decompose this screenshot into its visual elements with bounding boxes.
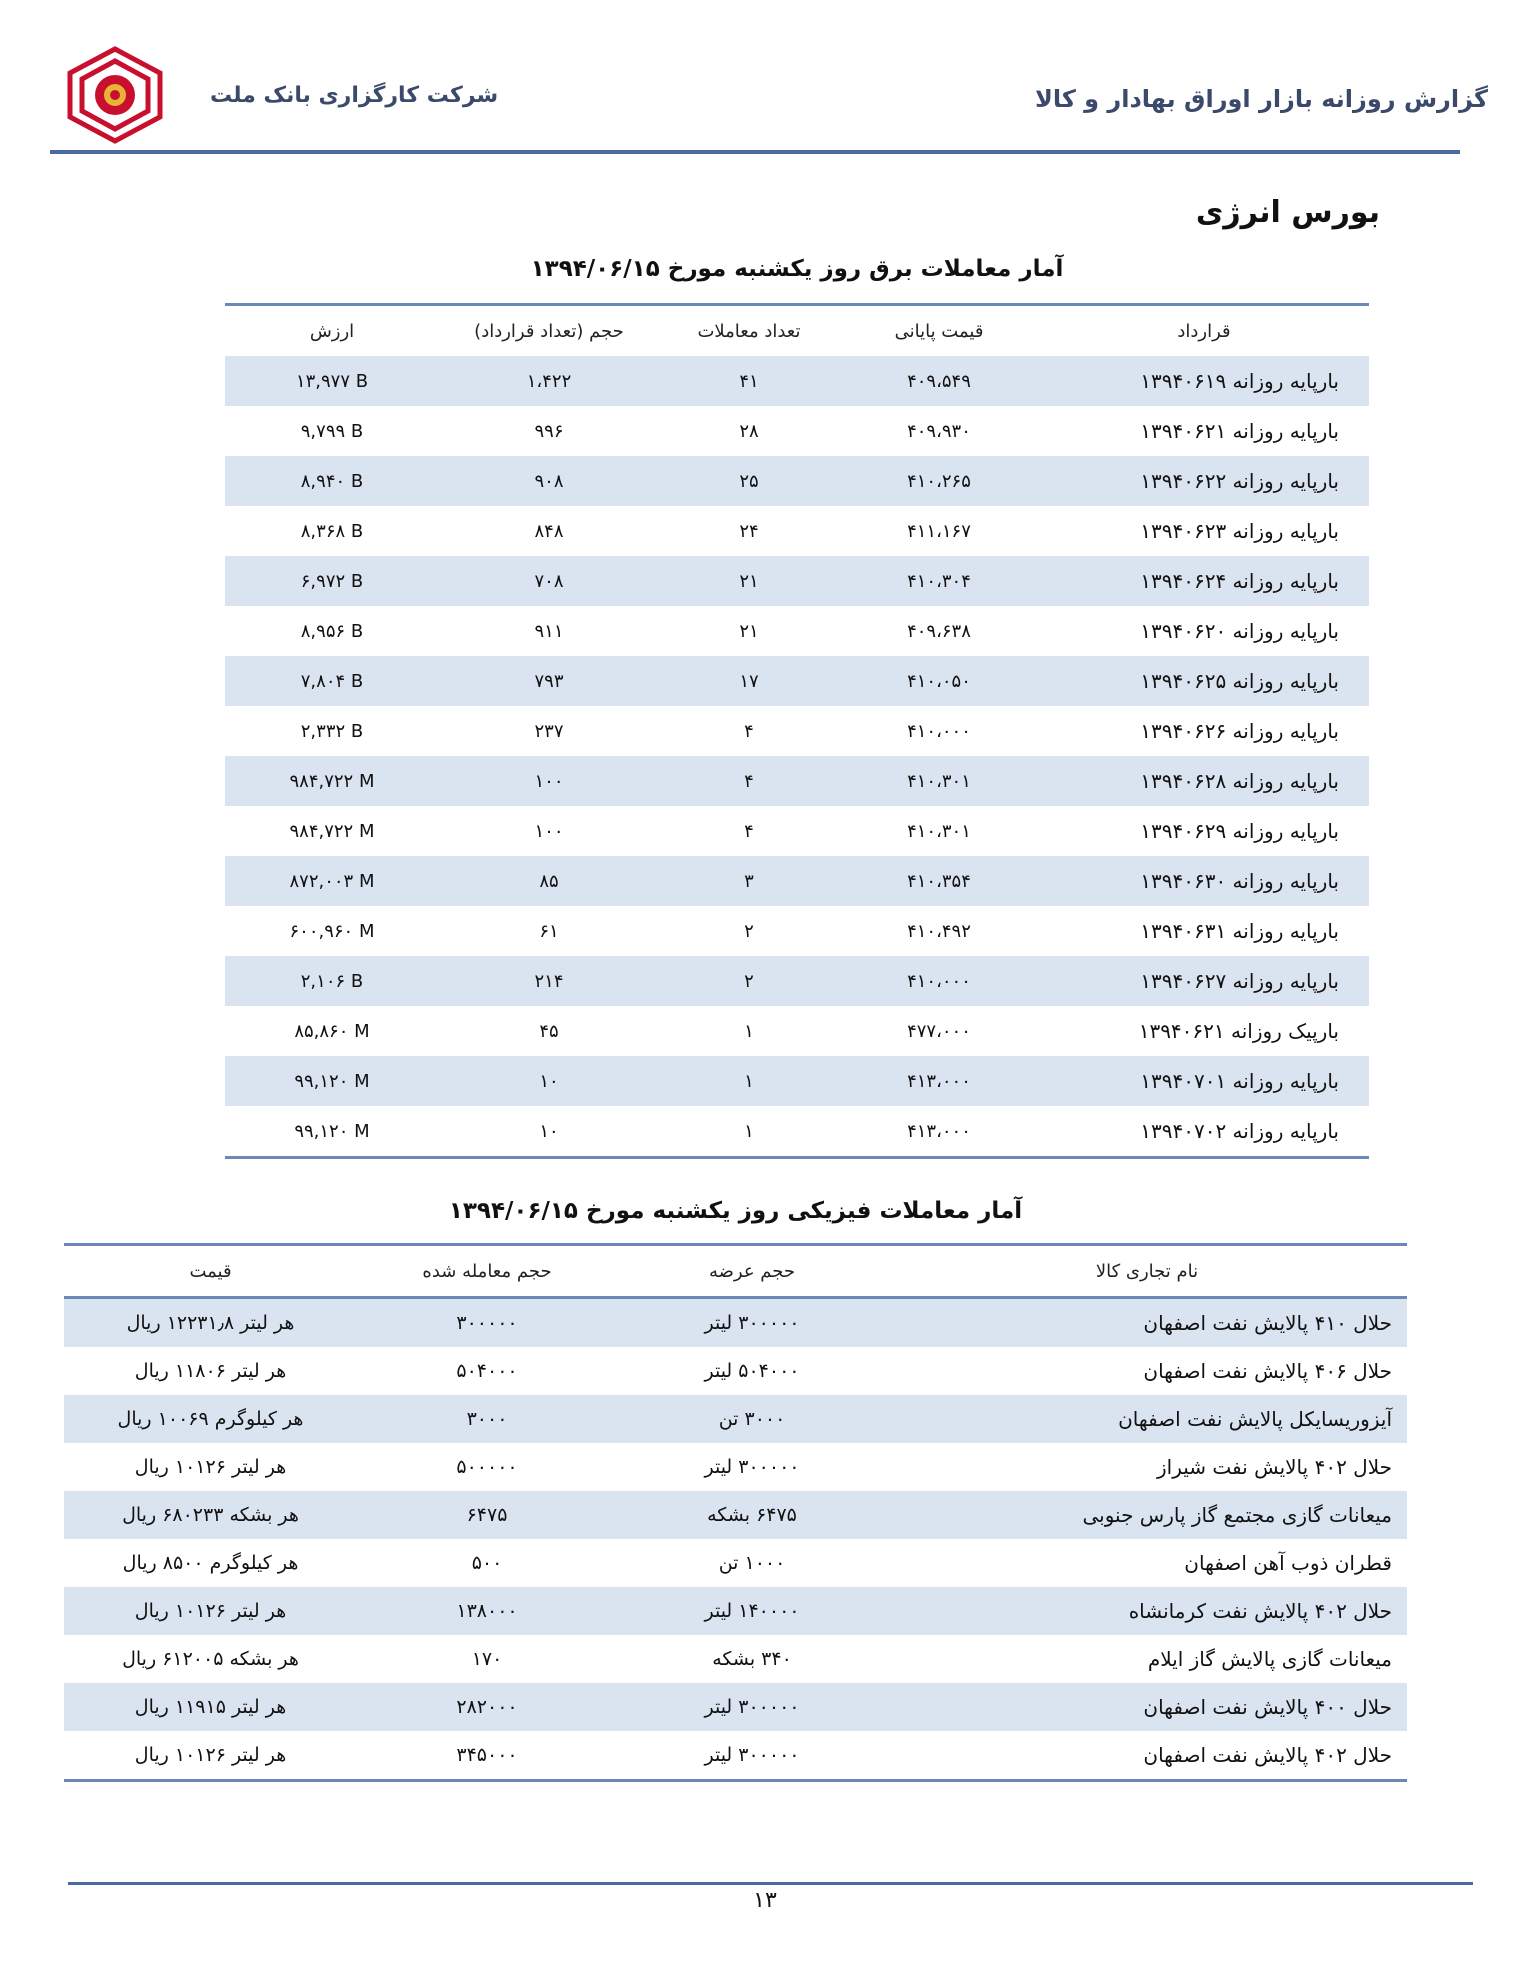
table-cell: ۴۱ [659,356,839,406]
table-cell: ۹,۷۹۹ B [300,420,364,442]
table-cell: ۶۴۷۵ [357,1491,617,1539]
table-cell: ۱۰ [439,1056,659,1106]
table-row [225,656,1369,706]
table-cell: ۷۹۳ [439,656,659,706]
table-cell: ۳۰۰۰۰۰ لیتر [617,1731,887,1781]
table-row [225,356,1369,406]
table-cell: ۶۴۷۵ بشکه [617,1491,887,1539]
table-cell: ۲,۳۳۲ B [300,720,364,742]
table-cell: ۵۰۴۰۰۰ [456,1360,518,1382]
table-cell: ۲۱ [739,620,759,642]
table-cell: بارپایه روزانه ۱۳۹۴۰۶۲۸ [1039,756,1369,806]
table-cell: هر لیتر ۱۱۸۰۶ ریال [134,1360,287,1382]
table-row [225,856,1369,906]
column-header: قرارداد [1039,305,1369,357]
table-row [225,556,1369,606]
table-cell: ۴۱۰،۳۵۴ [839,856,1039,906]
column-header: تعداد معاملات [659,305,839,357]
table-cell: ۴۰۹،۹۳۰ [907,420,971,442]
table-cell: هر بشکه ۶۱۲۰۰۵ ریال [122,1648,299,1670]
table-cell: ۱۴۰۰۰۰ لیتر [617,1587,887,1635]
table-cell: ۲۸ [739,420,759,442]
table-cell: بارپایه روزانه ۱۳۹۴۰۶۲۰ [1140,619,1339,643]
table-row [64,1587,1407,1635]
table-cell: بارپایه روزانه ۱۳۹۴۰۶۱۹ [1039,356,1369,406]
physical-table [64,1243,1407,1782]
column-header: حجم (تعداد قرارداد) [439,305,659,357]
table-header-row [64,1245,1407,1298]
table-cell: ۲۸۲۰۰۰ [357,1683,617,1731]
company-name: شرکت کارگزاری بانک ملت [210,83,499,108]
table-cell: ۳ [659,856,839,906]
table-cell: هر کیلوگرم ۱۰۰۶۹ ریال [64,1395,357,1443]
column-header: ارزش [225,305,439,357]
table-cell: ۲۳۷ [534,720,564,742]
table-cell: ۱ [659,1056,839,1106]
table-cell: ۴۱۳،۰۰۰ [839,1056,1039,1106]
table-cell: هر لیتر ۱۰۱۲۶ ریال [134,1456,287,1478]
table-row [64,1635,1407,1683]
table-cell: میعانات گازی مجتمع گاز پارس جنوبی [887,1491,1407,1539]
table-cell: ۱۳۸۰۰۰ [357,1587,617,1635]
table-cell: حلال ۴۱۰ پالایش نفت اصفهان [887,1298,1407,1348]
electricity-table-title: آمار معاملات برق روز یکشنبه مورخ ۱۳۹۴/۰۶/۱۵ [530,256,1064,282]
table-cell: ۸,۹۵۶ B [300,620,364,642]
table-row [64,1491,1407,1539]
table-cell: بارپایه روزانه ۱۳۹۴۰۷۰۱ [1039,1056,1369,1106]
table-row [225,456,1369,506]
table-cell: ۳۰۰۰ [357,1395,617,1443]
table-cell: بارپایه روزانه ۱۳۹۴۰۷۰۲ [1039,1106,1369,1158]
table-cell: ۹۹,۱۲۰ M [225,1106,439,1158]
physical-table-title: آمار معاملات فیزیکی روز یکشنبه مورخ ۱۳۹۴/۰۶/۱۵ [448,1198,1023,1224]
table-row [225,956,1369,1006]
table-cell: ۷۰۸ [439,556,659,606]
table-cell: بارپایه روزانه ۱۳۹۴۰۶۲۹ [1140,819,1339,843]
table-cell: ۴۱۰،۲۶۵ [839,456,1039,506]
table-cell: ۸۵,۸۶۰ M [294,1020,370,1042]
table-header-row [225,305,1369,357]
table-row [64,1347,1407,1395]
table-cell: ۲۱۴ [439,956,659,1006]
table-cell: ۱۰ [439,1106,659,1158]
table-cell: ۴ [744,820,754,842]
table-cell: ۲ [744,920,754,942]
footer-divider [68,1882,1473,1885]
table-cell: هر لیتر ۱۱۹۱۵ ریال [64,1683,357,1731]
table-cell: ۴۱۰،۴۹۲ [907,920,971,942]
table-cell: ۱ [659,1106,839,1158]
table-cell: ۱ [744,1020,754,1042]
table-cell: ۲,۱۰۶ B [225,956,439,1006]
table-cell: بارپایه روزانه ۱۳۹۴۰۶۲۷ [1039,956,1369,1006]
table-cell: هر لیتر ۱۰۱۲۶ ریال [64,1731,357,1781]
table-cell: بارپیک روزانه ۱۳۹۴۰۶۲۱ [1138,1019,1339,1043]
table-cell: ۱۳,۹۷۷ B [225,356,439,406]
table-cell: بارپایه روزانه ۱۳۹۴۰۶۲۳ [1140,519,1339,543]
table-cell: ۳۰۰۰ تن [617,1395,887,1443]
table-row [225,1056,1369,1106]
table-cell: ۳۰۰۰۰۰ لیتر [617,1298,887,1348]
column-header: حجم عرضه [617,1245,887,1298]
table-cell: ۱۷ [659,656,839,706]
table-cell: بارپایه روزانه ۱۳۹۴۰۶۳۰ [1039,856,1369,906]
table-row [225,1106,1369,1158]
page-number: ۱۳ [753,1888,777,1913]
table-cell: ۲۱ [659,556,839,606]
table-cell: هر کیلوگرم ۸۵۰۰ ریال [122,1552,299,1574]
column-header: قیمت پایانی [839,305,1039,357]
table-cell: ۳۰۰۰۰۰ لیتر [704,1456,800,1478]
table-row [64,1731,1407,1781]
column-header: حجم معامله شده [357,1245,617,1298]
table-cell: ۶۰۰,۹۶۰ M [289,920,375,942]
table-row [225,506,1369,556]
table-cell: ۱۰۰ [439,756,659,806]
table-cell: ۴۱۰،۰۰۰ [839,956,1039,1006]
table-cell: ۵۰۰۰۰۰ [456,1456,518,1478]
table-cell: ۶,۹۷۲ B [225,556,439,606]
report-title: گزارش روزانه بازار اوراق بهادار و کالا [1034,85,1488,113]
table-cell: ۹۱۱ [534,620,564,642]
table-cell: بارپایه روزانه ۱۳۹۴۰۶۲۴ [1039,556,1369,606]
table-cell: بارپایه روزانه ۱۳۹۴۰۶۲۵ [1039,656,1369,706]
column-header: نام تجاری کالا [887,1245,1407,1298]
table-cell: هر بشکه ۶۸۰۲۳۳ ریال [64,1491,357,1539]
table-cell: ۱۰۰ [534,820,564,842]
table-cell: ۸۴۸ [534,520,564,542]
table-cell: ۱۰۰۰ تن [718,1552,786,1574]
table-cell: بارپایه روزانه ۱۳۹۴۰۶۳۱ [1140,919,1339,943]
table-cell: ۴۱۰،۰۰۰ [907,720,971,742]
table-cell: ۴۰۹،۵۴۹ [839,356,1039,406]
table-cell: ۴۵ [539,1020,559,1042]
electricity-table [225,303,1369,1159]
table-cell: ۴۱۰،۳۰۱ [839,756,1039,806]
table-cell: ۴۷۷،۰۰۰ [907,1020,971,1042]
table-cell: حلال ۴۰۲ پالایش نفت کرمانشاه [887,1587,1407,1635]
table-row [225,406,1369,456]
column-header: قیمت [64,1245,357,1298]
table-cell: ۲۵ [659,456,839,506]
table-cell: ۲۴ [739,520,759,542]
table-row [64,1683,1407,1731]
table-cell: حلال ۴۰۰ پالایش نفت اصفهان [887,1683,1407,1731]
table-cell: ۴ [744,720,754,742]
table-cell: هر لیتر ۱۰۱۲۶ ریال [64,1587,357,1635]
table-row [225,606,1369,656]
company-logo [60,45,170,145]
table-cell: ۳۰۰۰۰۰ لیتر [617,1683,887,1731]
table-cell: ۲ [659,956,839,1006]
table-cell: ۸۵ [439,856,659,906]
table-cell: ۴۱۱،۱۶۷ [907,520,971,542]
table-cell: ۵۰۴۰۰۰ لیتر [704,1360,800,1382]
table-cell: بارپایه روزانه ۱۳۹۴۰۶۲۱ [1140,419,1339,443]
header-divider [50,150,1460,154]
table-cell: ۳۰۰۰۰۰ [357,1298,617,1348]
table-cell: ۴۱۰،۳۰۱ [907,820,971,842]
table-cell: میعانات گازی پالایش گاز ایلام [1147,1647,1392,1671]
table-cell: ۹۹۶ [534,420,564,442]
table-row [225,1006,1369,1056]
table-cell: حلال ۴۰۲ پالایش نفت شیراز [1157,1455,1392,1479]
table-cell: ۱،۴۲۲ [439,356,659,406]
table-cell: ۸,۹۴۰ B [225,456,439,506]
table-cell: ۸۷۲,۰۰۳ M [225,856,439,906]
table-row [225,756,1369,806]
table-row [225,706,1369,756]
table-cell: حلال ۴۰۲ پالایش نفت اصفهان [887,1731,1407,1781]
table-cell: ۴۱۳،۰۰۰ [839,1106,1039,1158]
table-row [225,806,1369,856]
table-row [64,1539,1407,1587]
table-cell: هر لیتر ۱۲۲۳۱٫۸ ریال [64,1298,357,1348]
table-cell: ۴۱۰،۳۰۴ [839,556,1039,606]
table-cell: ۳۴۵۰۰۰ [357,1731,617,1781]
table-cell: بارپایه روزانه ۱۳۹۴۰۶۲۲ [1039,456,1369,506]
table-cell: ۱۷۰ [471,1648,503,1670]
table-cell: ۳۴۰ بشکه [712,1648,792,1670]
table-row [64,1443,1407,1491]
table-cell: حلال ۴۰۶ پالایش نفت اصفهان [1143,1359,1392,1383]
table-cell: ۴ [659,756,839,806]
table-cell: ۶۱ [539,920,559,942]
section-title: بورس انرژی [1195,195,1380,230]
table-cell: قطران ذوب آهن اصفهان [1184,1551,1392,1575]
table-cell: ۹۰۸ [439,456,659,506]
table-cell: ۹۸۴,۷۲۲ M [225,756,439,806]
table-cell: ۷,۸۰۴ B [225,656,439,706]
table-cell: ۴۱۰،۰۵۰ [839,656,1039,706]
table-cell: ۸,۳۶۸ B [300,520,364,542]
table-cell: بارپایه روزانه ۱۳۹۴۰۶۲۶ [1140,719,1339,743]
table-row [64,1298,1407,1348]
table-cell: آیزوریسایکل پالایش نفت اصفهان [887,1395,1407,1443]
table-row [64,1395,1407,1443]
table-cell: ۹۹,۱۲۰ M [225,1056,439,1106]
table-cell: ۹۸۴,۷۲۲ M [289,820,375,842]
table-cell: ۵۰۰ [471,1552,503,1574]
table-cell: ۴۰۹،۶۳۸ [907,620,971,642]
table-row [225,906,1369,956]
